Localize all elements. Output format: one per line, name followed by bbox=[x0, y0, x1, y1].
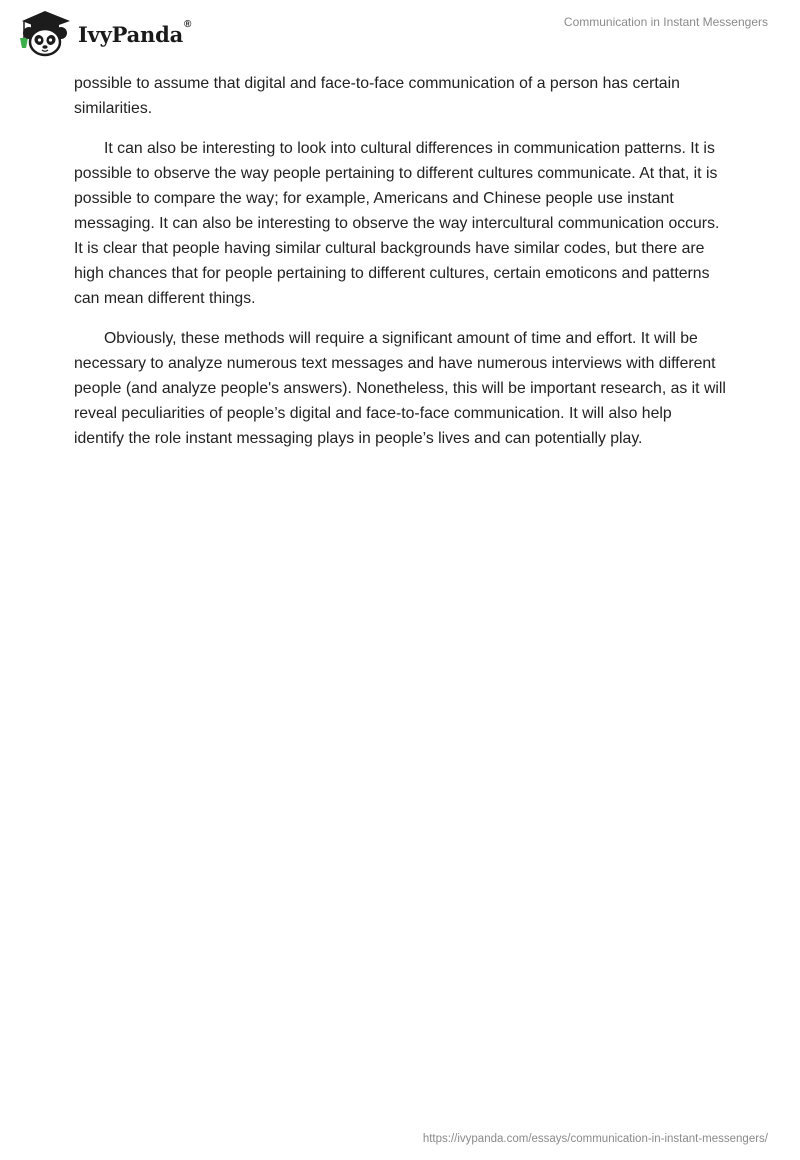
brand-name: IvyPanda bbox=[78, 21, 184, 47]
paragraph-continuation: possible to assume that digital and face-to-face communication of a person has certain similarities. bbox=[74, 75, 680, 117]
page-header bbox=[0, 0, 800, 64]
panda-graduation-cap-icon bbox=[14, 8, 76, 58]
essay-body bbox=[74, 71, 726, 466]
footer-url-link[interactable]: https://ivypanda.com/essays/communication-in-instant-messengers/ bbox=[422, 1133, 768, 1145]
registered-mark: ® bbox=[184, 18, 192, 30]
document-title: Communication in Instant Messengers bbox=[563, 15, 768, 29]
paragraph-cultural-differences: It can also be interesting to look into cultural differences in communication patterns. It is possible to observe the way people pertaining to different cultures communicate. At that, it is possible to compare the way; for example, Americans and Chinese people use instant messaging. It can also be interesting to observe the way intercultural communication occurs. It is clear that people having similar cultural backgrounds have similar codes, but there are high chances that for people pertaining to different cultures, certain emoticons and patterns can mean different things. bbox=[74, 140, 720, 307]
logo-wordmark bbox=[78, 18, 192, 47]
paragraph-methods: Obviously, these methods will require a significant amount of time and effort. It will be necessary to analyze numerous text messages and have numerous interviews with different people (and analyze people's answers). Nonetheless, this will be important research, as it will reveal peculiarities of people’s digital and face-to-face communication. It will also help identify the role instant messaging plays in people’s lives and can potentially play. bbox=[74, 330, 726, 447]
ivypanda-logo[interactable] bbox=[14, 8, 191, 58]
